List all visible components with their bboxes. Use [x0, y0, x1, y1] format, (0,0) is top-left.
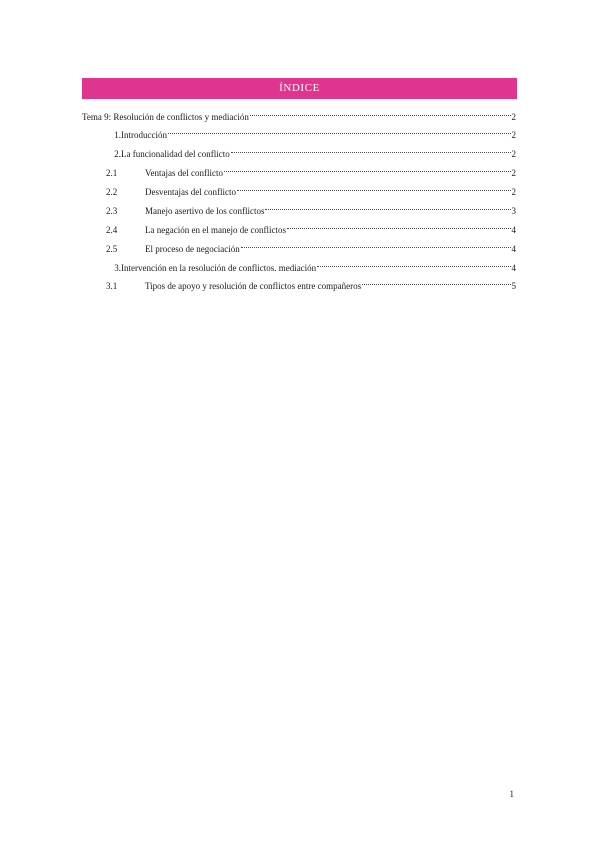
- toc-entry-number: 1.: [114, 130, 121, 140]
- toc-entry-title: Tipos de apoyo y resolución de conflictos entre compañeros: [145, 281, 362, 291]
- toc-entry-title: Tema 9: Resolución de conflictos y mediación: [82, 112, 249, 122]
- toc-leader-dots: [287, 219, 511, 233]
- toc-entry[interactable]: [82, 275, 516, 289]
- toc-entry-title: El proceso de negociación: [145, 244, 240, 254]
- toc-entry-number: 2.4: [106, 225, 118, 235]
- toc-entry[interactable]: [82, 124, 516, 138]
- toc-entry-page: 2: [511, 112, 516, 122]
- toc-leader-dots: [224, 162, 511, 176]
- toc-entry-title: Ventajas del conflicto: [145, 168, 223, 178]
- toc-entry[interactable]: [82, 219, 516, 233]
- toc-entry-number: 2.: [114, 149, 121, 159]
- toc-entry-page: 3: [511, 206, 516, 216]
- toc-entry-number: 3.1: [106, 281, 118, 291]
- toc-leader-dots: [265, 200, 510, 214]
- toc-leader-dots: [241, 238, 511, 252]
- toc-entry-page: 4: [511, 263, 516, 273]
- toc-entry-number: 2.1: [106, 168, 118, 178]
- toc-leader-dots: [168, 124, 511, 138]
- toc-entry-page: 2: [511, 187, 516, 197]
- toc-entry[interactable]: [82, 200, 516, 214]
- toc-entry-title: Intervención en la resolución de conflictos. mediación: [121, 263, 317, 273]
- toc-entry-page: 2: [511, 149, 516, 159]
- toc-entry-title: Desventajas del conflicto: [145, 187, 236, 197]
- toc-entry-page: 2: [511, 168, 516, 178]
- toc-entry-title: La funcionalidad del conflicto: [121, 149, 230, 159]
- toc-entry-title: Manejo asertivo de los conflictos: [145, 206, 265, 216]
- toc-leader-dots: [250, 106, 511, 120]
- toc-entry-title: Introducción: [121, 130, 167, 140]
- toc-leader-dots: [231, 143, 511, 157]
- toc-leader-dots: [237, 181, 511, 195]
- page-number: 1: [509, 789, 514, 799]
- toc-entry-number: 2.5: [106, 244, 118, 254]
- toc-leader-dots: [362, 275, 510, 289]
- toc-entry[interactable]: [82, 143, 516, 157]
- toc-entry-title: La negación en el manejo de conflictos: [145, 225, 286, 235]
- toc-entry-number: 2.3: [106, 206, 118, 216]
- toc-entry-page: 4: [511, 225, 516, 235]
- index-title: ÍNDICE: [82, 78, 517, 99]
- toc-entry[interactable]: [82, 257, 516, 271]
- toc-entry[interactable]: [82, 162, 516, 176]
- toc-entry[interactable]: [82, 181, 516, 195]
- toc-leader-dots: [317, 257, 510, 271]
- toc-entry-number: 3.: [114, 263, 121, 273]
- toc-entry-page: 2: [511, 130, 516, 140]
- toc-entry-number: 2.2: [106, 187, 118, 197]
- toc-entry[interactable]: [82, 106, 516, 120]
- toc-entry-page: 5: [511, 281, 516, 291]
- toc-entry-page: 4: [511, 244, 516, 254]
- toc-entry[interactable]: [82, 238, 516, 252]
